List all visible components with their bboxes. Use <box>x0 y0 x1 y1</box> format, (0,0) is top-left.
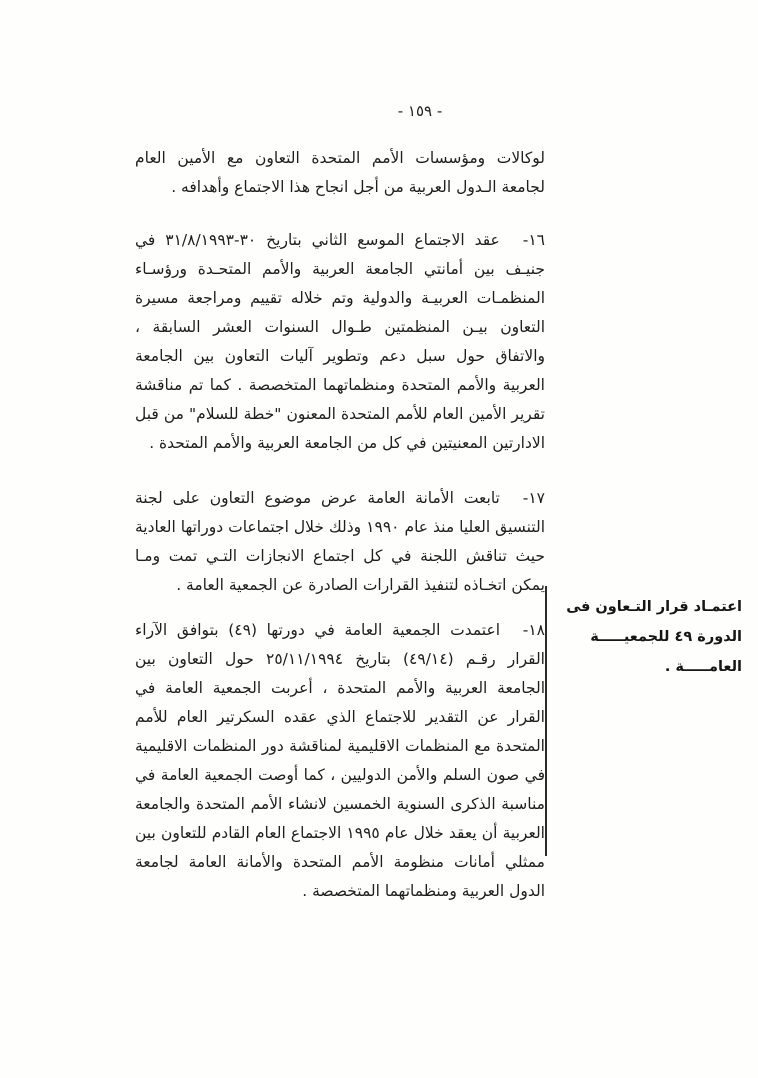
paragraph-intro <box>135 144 545 202</box>
paragraph-17-text: تابعت الأمانة العامة عرض موضوع التعاون على لجنة التنسيق العليا منذ عام ١٩٩٠ وذلك خلال اجتماعات دوراتها العادية حيث تناقش اللجنة في كل اجتماع الانجازات التـي تمت ومـا يمكن اتخـاذه لتنفيذ القرارات الصادرة عن الجمعية العامة . <box>135 489 545 594</box>
margin-note <box>554 592 742 682</box>
margin-note-line: اعتمـاد قرار التـعاون فى <box>566 599 742 615</box>
paragraph-17-number: ١٧- <box>522 489 545 507</box>
margin-note-line: الدورة ٤٩ للجمعيـــــة <box>590 629 742 645</box>
paragraph-18-number: ١٨- <box>522 621 545 639</box>
paragraph-18 <box>135 616 545 906</box>
paragraph-intro-text: لوكالات ومؤسسات الأمم المتحدة التعاون مع الأمين العام لجامعة الـدول العربية من أجل انجاح هذا الاجتماع وأهدافه . <box>135 149 545 196</box>
margin-note-line: العامـــــة . <box>664 659 742 675</box>
paragraph-18-text: اعتمدت الجمعية العامة في دورتها (٤٩) بتوافق الآراء القرار رقـم (٤٩/١٤) بتاريخ ٢٥/١١/١٩٩٤ حول التعاون بين الجامعة العربية والأمم المتحدة ، أعربت الجمعية العامة في القرار عن التقدير للاجتماع الذي عقده السكرتير العام للأمم المتحدة مع المنظمات الاقليمية لمناقشة دور المنظمات الاقليمية في صون السلم والأمن الدوليين ، كما أوصت الجمعية العامة في مناسبة الذكرى السنوية الخمسين لانشاء الأمم المتحدة والجامعة العربية أن يعقد خلال عام ١٩٩٥ الاجتماع العام القادم للتعاون بين ممثلي أمانات منظومة الأمم المتحدة والأمانة العامة لجامعة الدول العربية ومنظماتهما المتخصصة . <box>135 621 545 900</box>
paragraph-16 <box>135 226 545 458</box>
page-number: - ١٥٩ - <box>397 102 443 120</box>
paragraph-16-number: ١٦- <box>522 231 545 249</box>
paragraph-17 <box>135 484 545 600</box>
paragraph-16-text: عقد الاجتماع الموسع الثاني بتاريخ ٣٠-٣١/٨/١٩٩٣ في جنيـف بين أمانتي الجامعة العربية والأمم المتحـدة ورؤسـاء المنظمـات العربيـة والدولية وتم خلاله تقييم ومراجعة مسيرة التعاون بيـن المنظمتين طـوال السنوات العشر السابقة ، والاتفاق حول سبل دعم وتطوير آليات التعاون بين الجامعة العربية والأمم المتحدة ومنظماتهما المتخصصة . كما تم مناقشة تقرير الأمين العام للأمم المتحدة المعنون "خطة للسلام" من قبل الادارتين المعنيتين في كل من الجامعة العربية والأمم المتحدة . <box>135 231 545 452</box>
margin-divider-line <box>545 586 547 856</box>
main-text-column <box>135 144 545 906</box>
